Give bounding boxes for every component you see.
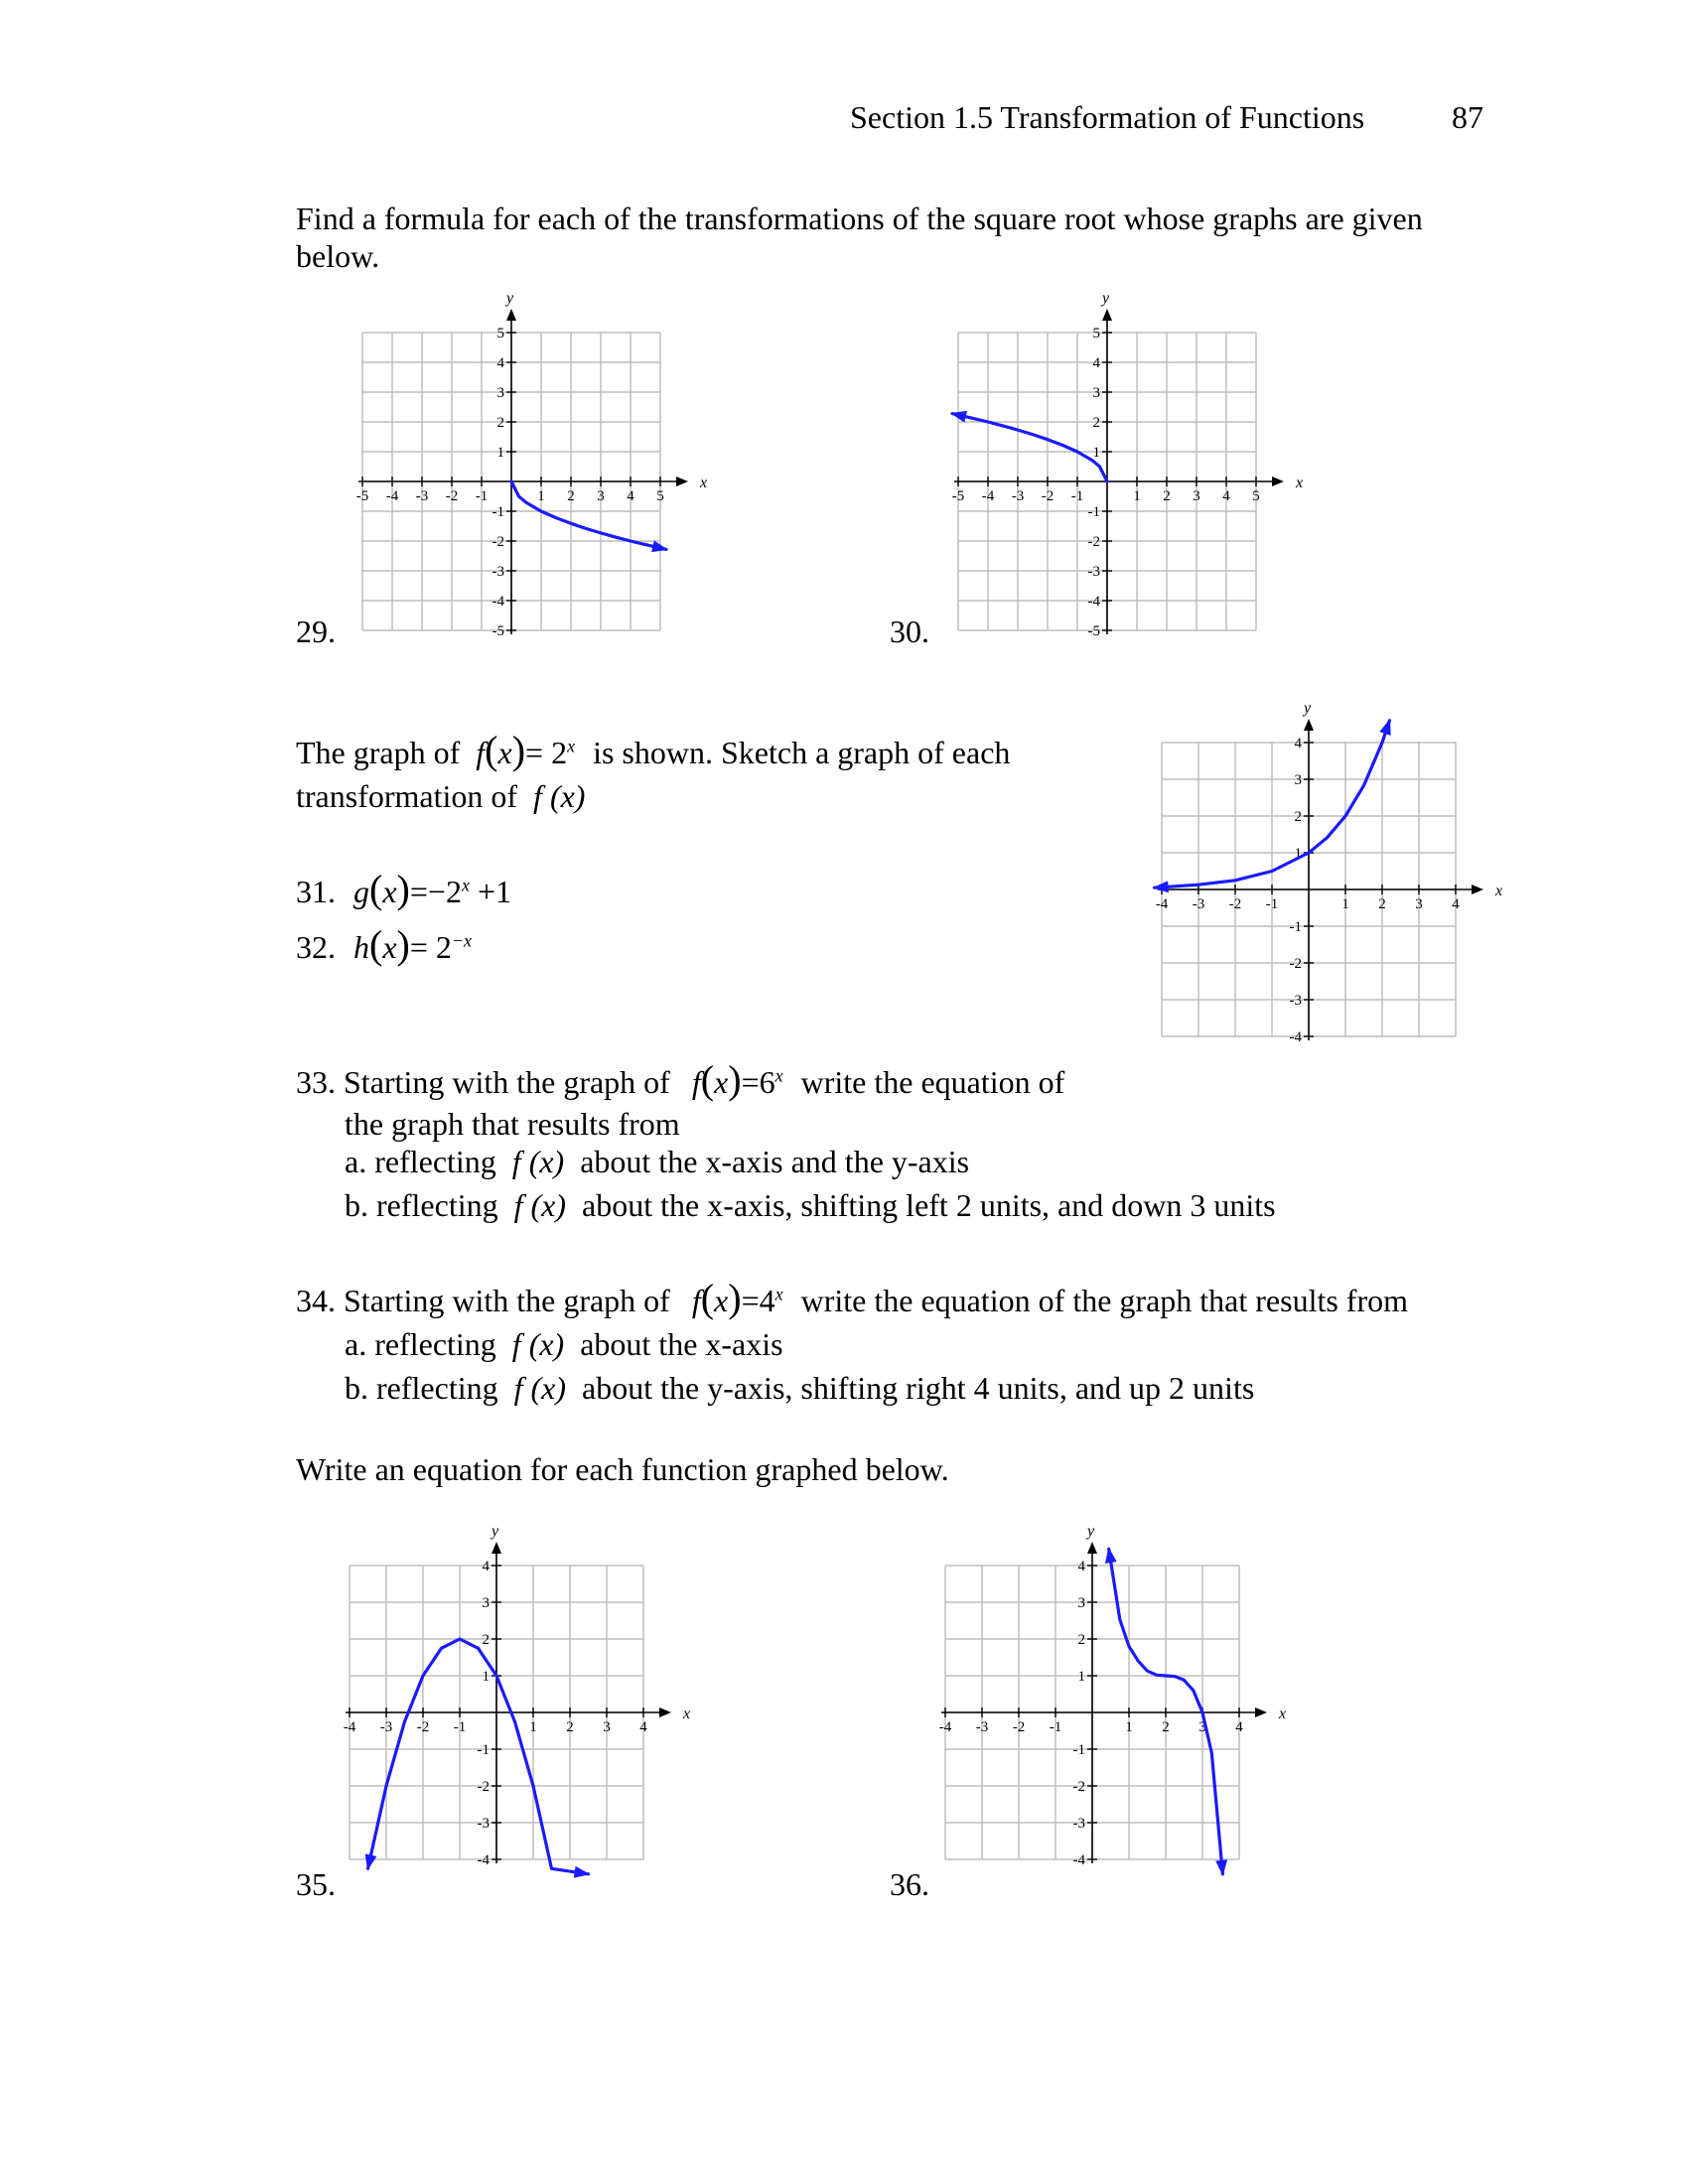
exp-intro-line-1 <box>296 727 1010 773</box>
problem-30-number: 30. <box>890 614 929 649</box>
x-tick-label: 4 <box>639 1719 647 1735</box>
y-tick-label: -3 <box>1289 993 1302 1009</box>
problem-33-b <box>345 1187 1276 1224</box>
x-tick-label: -2 <box>416 1719 430 1735</box>
x-tick-label: 3 <box>1415 896 1423 912</box>
x-tick-label: -3 <box>379 1719 393 1735</box>
x-symbol: x <box>382 874 397 909</box>
y-tick-label: -1 <box>492 504 504 520</box>
y-tick-label: -2 <box>492 534 504 550</box>
x-tick-label: -2 <box>1041 488 1055 504</box>
y-axis-label: y <box>1087 1523 1095 1540</box>
curve-curve <box>952 414 1107 481</box>
intro-line-1: Find a formula for each of the transformations of the square root whose graphs are given <box>296 201 1423 236</box>
x-tick-label: -3 <box>975 1719 989 1735</box>
x-tick-label: -5 <box>355 488 369 504</box>
y-tick-label: -2 <box>1072 1779 1085 1795</box>
graph-36 <box>923 1519 1311 1876</box>
y-tick-label: -1 <box>477 1742 490 1758</box>
x-tick-label: 2 <box>1163 488 1171 504</box>
fx-symbol: f (x) <box>513 1187 566 1223</box>
y-tick-label: -1 <box>1072 1742 1085 1758</box>
x-tick-label: 2 <box>1378 896 1386 912</box>
exp-intro-line2-text: transformation of <box>296 778 518 814</box>
y-tick-label: 3 <box>1077 1595 1085 1611</box>
problem-34-lead: 34. Starting with the graph of <box>296 1283 670 1318</box>
problem-34-tail: write the equation of the graph that results from <box>800 1283 1408 1318</box>
x-tick-label: -3 <box>415 488 429 504</box>
y-tick-label: 4 <box>482 1559 490 1574</box>
base-4: 4 <box>759 1283 775 1318</box>
graph-30 <box>923 278 1311 639</box>
y-tick-label: -1 <box>1087 504 1100 520</box>
y-axis-label: y <box>1102 290 1110 307</box>
p34-a-text: about the x-axis <box>580 1326 783 1362</box>
x-symbol: x <box>714 1064 729 1100</box>
p34-b-text: about the y-axis, shifting right 4 units, and up 2 units <box>582 1370 1255 1406</box>
x-tick-label: 4 <box>1222 488 1230 504</box>
y-tick-label: 3 <box>482 1595 490 1611</box>
exp-intro-line-2 <box>296 778 585 815</box>
plus-1: +1 <box>477 874 511 909</box>
curve-curve <box>511 481 666 549</box>
graph-35 <box>328 1519 715 1876</box>
y-tick-label: 3 <box>1092 385 1100 401</box>
y-axis-label: y <box>492 1523 499 1540</box>
y-tick-label: 3 <box>1294 772 1302 788</box>
problem-33-tail: write the equation of <box>800 1064 1065 1100</box>
graph-29 <box>328 278 715 639</box>
y-tick-label: -3 <box>477 1816 490 1832</box>
problem-36-number: 36. <box>890 1866 929 1902</box>
p34-b-label: b. reflecting <box>345 1370 498 1406</box>
x-tick-label: -1 <box>1070 488 1084 504</box>
h-symbol: h <box>353 929 369 965</box>
x-tick-label: 1 <box>537 488 545 504</box>
x-tick-label: 1 <box>1125 1719 1133 1735</box>
base-2: 2 <box>435 929 452 965</box>
x-axis-label: x <box>1495 883 1503 899</box>
y-tick-label: 2 <box>482 1632 490 1648</box>
x-axis-label: x <box>683 1706 691 1722</box>
y-tick-label: -2 <box>1289 956 1302 972</box>
exp-x: x <box>774 1065 783 1086</box>
fx-symbol: f (x) <box>511 1326 565 1362</box>
x-tick-label: 4 <box>627 488 634 504</box>
x-tick-label: -3 <box>1192 896 1205 912</box>
graph-exp <box>1142 695 1519 1052</box>
y-tick-label: 1 <box>496 445 504 461</box>
x-tick-label: 3 <box>1193 488 1200 504</box>
write-equation-prompt: Write an equation for each function graphed below. <box>296 1451 949 1487</box>
x-tick-label: 4 <box>1235 1719 1243 1735</box>
x-tick-label: 2 <box>567 488 575 504</box>
x-tick-label: -1 <box>453 1719 467 1735</box>
y-tick-label: 5 <box>1092 326 1100 341</box>
base-2: 2 <box>551 735 568 770</box>
x-symbol: x <box>497 735 512 770</box>
y-tick-label: 4 <box>496 355 504 371</box>
y-tick-label: 2 <box>1092 415 1100 431</box>
x-tick-label: -2 <box>445 488 459 504</box>
y-tick-label: 1 <box>482 1669 490 1685</box>
y-tick-label: -3 <box>1072 1816 1085 1832</box>
exp-x: x <box>461 875 470 895</box>
x-tick-label: 5 <box>1252 488 1260 504</box>
y-tick-label: -4 <box>1289 1029 1302 1045</box>
y-axis-label: y <box>506 290 514 307</box>
y-tick-label: -3 <box>1087 564 1100 580</box>
x-tick-label: -1 <box>1265 896 1279 912</box>
x-tick-label: 5 <box>656 488 664 504</box>
f-symbol: f <box>476 735 486 770</box>
x-tick-label: -2 <box>1228 896 1242 912</box>
x-tick-label: 3 <box>597 488 605 504</box>
y-tick-label: 2 <box>496 415 504 431</box>
y-tick-label: -1 <box>1289 919 1302 935</box>
y-tick-label: 2 <box>1294 809 1302 825</box>
problem-34-a <box>345 1326 783 1363</box>
p34-a-label: a. reflecting <box>345 1326 496 1362</box>
x-tick-label: 1 <box>529 1719 537 1735</box>
problem-31: 31. $g(x)=-2^x +1$ <box>296 867 511 911</box>
x-tick-label: 4 <box>1452 896 1460 912</box>
p33-a-label: a. reflecting <box>345 1144 496 1179</box>
problem-29-number: 29. <box>296 614 336 649</box>
problem-33-line-2: the graph that results from <box>345 1106 680 1142</box>
exp-f-formula: $f(x)= 2^x$ <box>476 728 576 772</box>
problem-32-number: 32. <box>296 929 336 965</box>
exp-intro-lead: The graph of <box>296 735 461 770</box>
exp-x: x <box>567 736 576 756</box>
fx-symbol: f (x) <box>513 1370 566 1406</box>
p33-b-text: about the x-axis, shifting left 2 units, and down 3 units <box>582 1187 1276 1223</box>
problem-31-number: 31. <box>296 874 336 909</box>
x-tick-label: -5 <box>951 488 965 504</box>
fx-symbol: f (x) <box>511 1144 565 1179</box>
y-axis-label: y <box>1304 700 1312 717</box>
exp-neg-x: −x <box>451 930 473 951</box>
p33-a-text: about the x-axis and the y-axis <box>580 1144 970 1179</box>
x-tick-label: 1 <box>1341 896 1349 912</box>
y-tick-label: 1 <box>1077 1669 1085 1685</box>
x-tick-label: -2 <box>1012 1719 1026 1735</box>
x-tick-label: -1 <box>475 488 489 504</box>
section-title: Section 1.5 Transformation of Functions <box>850 99 1365 135</box>
y-tick-label: 5 <box>496 326 504 341</box>
problem-33-line-1 <box>296 1056 1064 1103</box>
x-tick-label: 3 <box>603 1719 611 1735</box>
problem-34-line-1 <box>296 1275 1408 1321</box>
base-6: 6 <box>759 1064 775 1100</box>
x-tick-label: -4 <box>1155 896 1169 912</box>
y-tick-label: 1 <box>1092 445 1100 461</box>
y-tick-label: -4 <box>1072 1852 1085 1868</box>
y-tick-label: -3 <box>492 564 504 580</box>
x-tick-label: -4 <box>981 488 995 504</box>
y-tick-label: -2 <box>477 1779 490 1795</box>
page-number: 87 <box>1452 99 1483 135</box>
x-symbol: x <box>382 929 397 965</box>
x-tick-label: -3 <box>1011 488 1025 504</box>
y-tick-label: -4 <box>492 594 504 610</box>
neg-2: −2 <box>427 874 462 909</box>
f-symbol: f <box>691 1283 701 1318</box>
x-tick-label: -4 <box>385 488 399 504</box>
p34-formula: $f(x)=4^x$ <box>691 1276 783 1320</box>
p33-formula: $f(x)=6^x$ <box>691 1057 783 1102</box>
exp-intro-tail: is shown. Sketch a graph of each <box>593 735 1011 770</box>
problem-32: 32. $h(x)= 2^{-x}$ <box>296 922 473 967</box>
x-tick-label: 3 <box>1198 1719 1206 1735</box>
y-tick-label: -4 <box>1087 594 1100 610</box>
x-tick-label: -4 <box>343 1719 356 1735</box>
x-symbol: x <box>714 1283 729 1318</box>
problem-33-lead: 33. Starting with the graph of <box>296 1064 670 1100</box>
x-tick-label: 1 <box>1133 488 1141 504</box>
problem-34-b <box>345 1370 1254 1407</box>
x-axis-label: x <box>1279 1706 1287 1722</box>
x-tick-label: -1 <box>1049 1719 1062 1735</box>
x-tick-label: 2 <box>566 1719 574 1735</box>
y-tick-label: 4 <box>1092 355 1100 371</box>
y-tick-label: 4 <box>1294 736 1302 751</box>
x-tick-label: 2 <box>1162 1719 1170 1735</box>
y-tick-label: 2 <box>1077 1632 1085 1648</box>
exp-x: x <box>774 1284 783 1304</box>
y-tick-label: 3 <box>496 385 504 401</box>
problem-33-a <box>345 1144 969 1180</box>
p33-b-label: b. reflecting <box>345 1187 498 1223</box>
y-tick-label: -5 <box>492 623 504 639</box>
y-tick-label: -4 <box>477 1852 490 1868</box>
x-axis-label: x <box>1296 475 1304 491</box>
f-symbol: f <box>691 1064 701 1100</box>
problem-35-number: 35. <box>296 1866 336 1902</box>
x-tick-label: -4 <box>938 1719 952 1735</box>
y-tick-label: -2 <box>1087 534 1100 550</box>
y-tick-label: 4 <box>1077 1559 1085 1574</box>
x-axis-label: x <box>700 475 708 491</box>
intro-line-2: below. <box>296 238 380 274</box>
fx-symbol: f (x) <box>533 778 586 814</box>
y-tick-label: 1 <box>1294 846 1302 862</box>
g-symbol: g <box>353 874 369 909</box>
y-tick-label: -5 <box>1087 623 1100 639</box>
